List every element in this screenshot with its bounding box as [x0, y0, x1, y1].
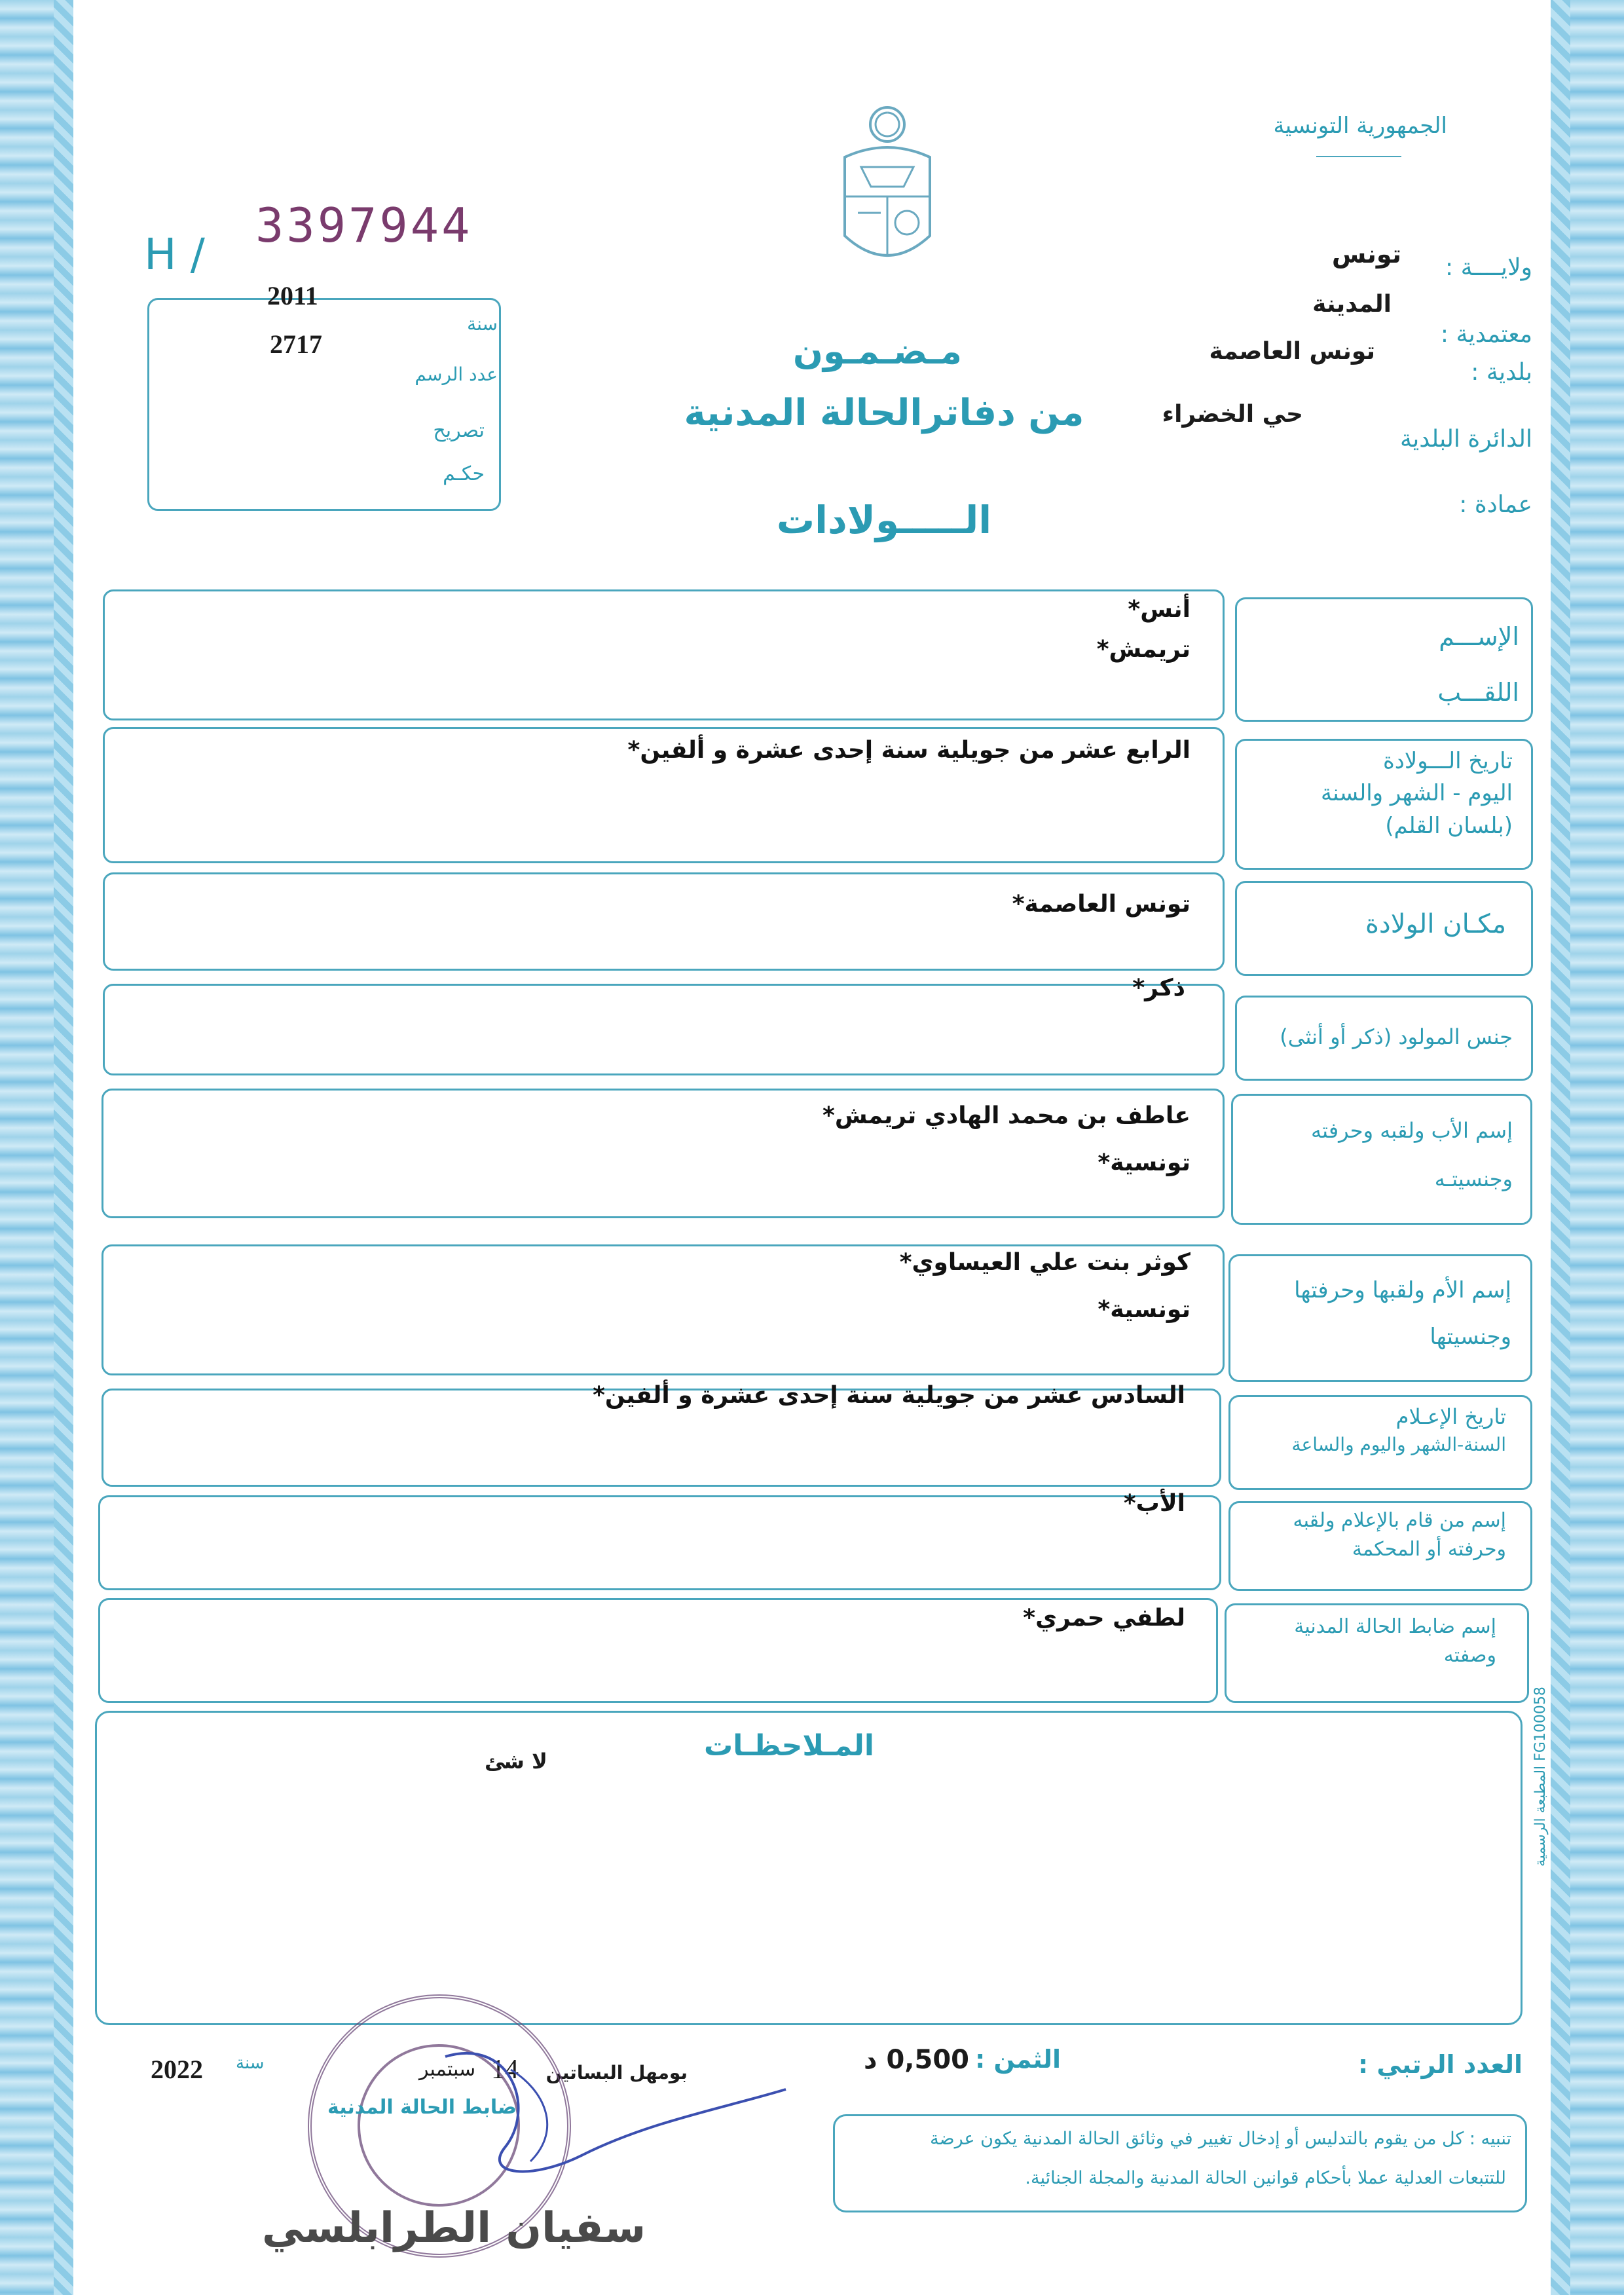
declarant-label	[1293, 1506, 1506, 1563]
daira-value: حي الخضراء	[1162, 401, 1303, 428]
republic-header: الجمهورية التونسية	[1273, 113, 1447, 139]
declarant-value: الأب*	[1123, 1490, 1185, 1517]
declaration-date-label-line2: السنة-الشهر واليوم والساعة	[1291, 1434, 1506, 1456]
officer-value: لطفي حمري*	[1023, 1605, 1185, 1632]
footer-day: 14	[491, 2055, 519, 2085]
name-label: الإســـم	[1439, 622, 1519, 651]
tunisia-coat-of-arms-icon	[832, 98, 943, 282]
mother-label-line2: وجنسيتها	[1430, 1324, 1511, 1351]
remarks-value: لا شئ	[485, 1749, 547, 1774]
footer-place: بومهل البساتين	[545, 2062, 688, 2083]
baladiya-value: تونس العاصمة	[1209, 338, 1375, 365]
declaration-date-value: السادس عشر من جويلية سنة إحدى عشرة و ألفين*	[593, 1382, 1185, 1409]
mother-value	[900, 1239, 1190, 1334]
register-declaration-label: تصريح	[433, 419, 485, 442]
father-label-line1: إسم الأب ولقبه وحرفته	[1311, 1118, 1513, 1143]
declarant-label-line2: وحرفته أو المحكمة	[1352, 1537, 1506, 1561]
birthdate-label-line3: (بلسان القلم)	[1385, 812, 1513, 839]
mother-label	[1294, 1267, 1511, 1361]
register-judgment-label: حكـم	[443, 462, 485, 485]
officer-label	[1294, 1613, 1496, 1670]
birthplace-value: تونس العاصمة*	[1012, 891, 1190, 918]
name-value	[1097, 589, 1190, 669]
declaration-date-label-line1: تاريخ الإعـلام	[1395, 1404, 1506, 1429]
notice-line2: للتتبعات العدلية عملا بأحكام قوانين الحالة المدنية والمجلة الجنائية.	[1025, 2168, 1506, 2188]
surname-value: تريمش*	[1096, 636, 1190, 663]
baladiya-label: بلدية :	[1471, 359, 1532, 386]
birthdate-value: الرابع عشر من جويلية سنة إحدى عشرة و ألفين*	[627, 737, 1190, 764]
mother-nationality-value: تونسية*	[1098, 1296, 1190, 1323]
notice-line1: تنبيه : كل من يقوم بالتدليس أو إدخال تغيير في وثائق الحالة المدنية يكون عرضة	[930, 2129, 1511, 2149]
mo3tamadiya-value: المدينة	[1312, 291, 1392, 318]
birthplace-label: مكـان الولادة	[1365, 909, 1506, 939]
sex-value: ذكر*	[1132, 975, 1185, 1001]
register-year-label: سنة	[467, 313, 498, 335]
footer-month: سبتمبر	[419, 2058, 476, 2081]
mo3tamadiya-label: معتمدية :	[1440, 321, 1532, 348]
right-decorative-border	[1559, 0, 1624, 2295]
omada-label: عمادة :	[1459, 491, 1532, 518]
father-name-value: عاطف بن محمد الهادي تريمش*	[822, 1102, 1190, 1129]
republic-divider	[1316, 156, 1401, 157]
officer-label-line1: إسم ضابط الحالة المدنية	[1294, 1615, 1496, 1638]
given-name-value: أنس*	[1128, 596, 1190, 623]
stamp-officer-text: ضابط الحالة المدنية	[327, 2096, 517, 2119]
signature-name-stamp: سفيان الطرابلسي	[262, 2204, 646, 2252]
printer-side-text: المطبعة الرسمية FG100058	[1532, 1687, 1549, 1867]
footer-year-value: 2022	[151, 2055, 203, 2084]
footer-price-label: الثمن :	[975, 2045, 1061, 2074]
surname-label: اللقـــب	[1437, 678, 1519, 707]
serial-number: 3397944	[255, 198, 473, 253]
name-value-box	[103, 589, 1225, 720]
wilaya-label: ولايــــة :	[1445, 254, 1532, 281]
footer-price-value: 0,500 د	[864, 2045, 969, 2075]
sex-value-box	[103, 984, 1225, 1075]
birthdate-label-line2: اليوم - الشهر والسنة	[1321, 780, 1513, 807]
serial-prefix: H /	[144, 229, 205, 280]
document-title: مـضـمـون	[792, 331, 963, 372]
officer-label-line2: وصفته	[1443, 1643, 1496, 1667]
birthdate-label	[1321, 745, 1513, 842]
father-label-line2: وجنسيتـه	[1434, 1166, 1513, 1191]
footer-serial-label: العدد الرتبي :	[1357, 2050, 1522, 2079]
document-subtitle: من دفاترالحالة المدنية	[684, 392, 1084, 434]
mother-name-value: كوثر بنت علي العيساوي*	[899, 1249, 1190, 1276]
document-section-title: الـــــولادات	[776, 498, 992, 542]
register-number-label: عدد الرسم	[415, 364, 498, 385]
declarant-label-line1: إسم من قام بالإعلام ولقبه	[1293, 1509, 1506, 1532]
father-label	[1311, 1107, 1513, 1203]
wilaya-value: تونس	[1331, 240, 1401, 269]
mother-label-line1: إسم الأم ولقبها وحرفتها	[1294, 1277, 1511, 1303]
declarant-value-box	[98, 1495, 1221, 1590]
left-decorative-border	[0, 0, 65, 2295]
officer-signature-icon	[432, 2030, 799, 2201]
register-number-value: 2717	[270, 329, 322, 359]
father-nationality-value: تونسية*	[1098, 1149, 1190, 1176]
daira-label: الدائرة البلدية	[1399, 426, 1532, 453]
sex-label: جنس المولود (ذكر أو أنثى)	[1280, 1024, 1513, 1049]
birthdate-label-line1: تاريخ الـــولادة	[1382, 748, 1513, 774]
remarks-title: المـلاحظـات	[704, 1729, 874, 1763]
footer-year-label: سنة	[236, 2053, 265, 2073]
father-value	[822, 1092, 1190, 1187]
register-year-value: 2011	[267, 281, 318, 310]
declaration-date-label	[1292, 1402, 1506, 1459]
